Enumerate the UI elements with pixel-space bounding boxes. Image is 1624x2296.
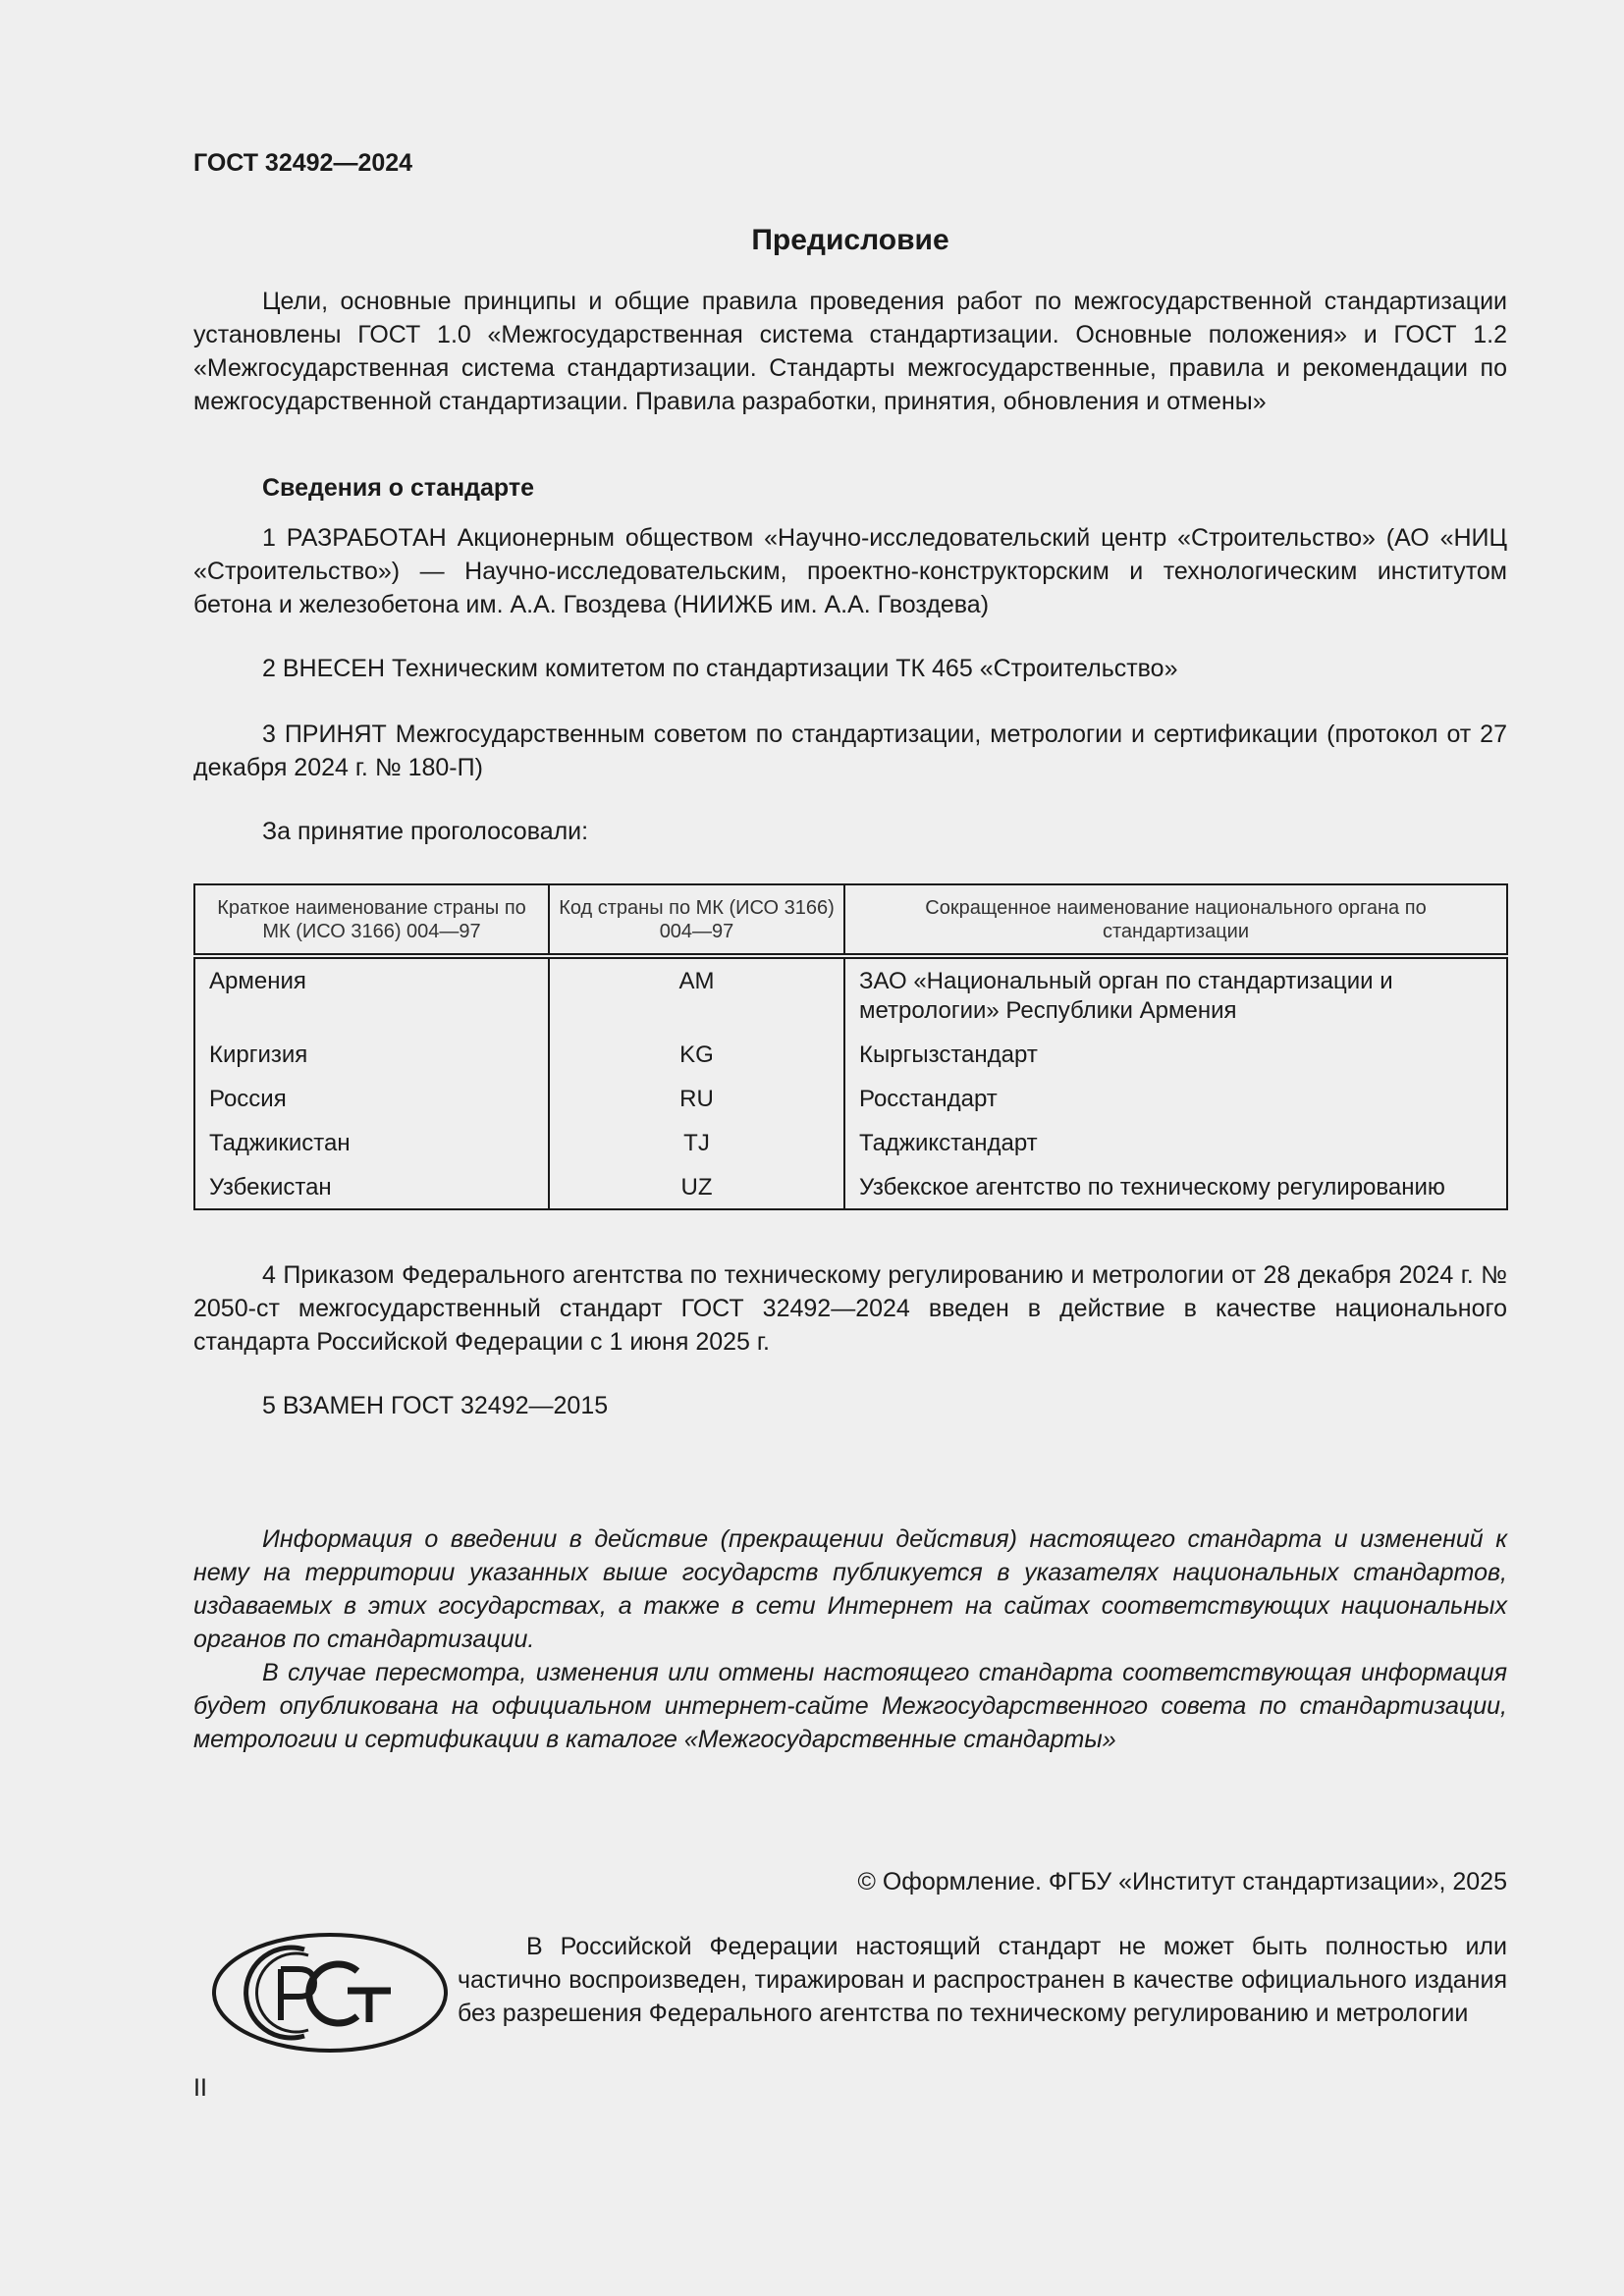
page-number: II (193, 2074, 207, 2102)
rst-certification-mark-icon (210, 1930, 450, 2056)
notice-paragraph-1: Информация о введении в действие (прекращении действия) настоящего стандарта и изменений к нему на территории указанных выше государств публикуется в указателях национальных стандартов, издаваемых в этих государствах, а также в сети Интернет на сайтах соответствующих национальных органов по стандартизации. (193, 1525, 1507, 1653)
cell-country: Узбекистан (194, 1173, 549, 1209)
cell-country: Армения (194, 956, 549, 1041)
cell-country: Киргизия (194, 1041, 549, 1085)
voting-table (193, 883, 1508, 1210)
item-replaces: 5 ВЗАМЕН ГОСТ 32492—2015 (262, 1392, 609, 1419)
intro-paragraph: Цели, основные принципы и общие правила проведения работ по межгосударственной стандартизации установлены ГОСТ 1.0 «Межгосударственная система стандартизации. Основные положения» и ГОСТ 1.2 «Межгосударственная система стандартизации. Стандарты межгосударственные, правила и рекомендации по межгосударственной стандартизации. Правила разработки, принятия, обновления и отмены» (193, 288, 1507, 415)
cell-code: AM (549, 956, 844, 1041)
column-header-body: Сокращенное наименование национального органа по стандартизации (844, 884, 1507, 956)
cell-code: KG (549, 1041, 844, 1085)
notice-paragraph-2: В случае пересмотра, изменения или отмены настоящего стандарта соответствующая информация будет опубликована на официальном интернет-сайте Межгосударственного совета по стандартизации, метрологии и сертификации в каталоге «Межгосударственные стандарты» (193, 1659, 1507, 1753)
item-order: 4 Приказом Федерального агентства по техническому регулированию и метрологии от 28 декабря 2024 г. № 2050-ст межгосударственный стандарт ГОСТ 32492—2024 введен в действие в качестве национального стандарта Российской Федерации с 1 июня 2025 г. (193, 1261, 1507, 1356)
table-header-row (194, 884, 1507, 956)
table-row (194, 1129, 1507, 1173)
cell-code: TJ (549, 1129, 844, 1173)
cell-body: Кыргызстандарт (844, 1041, 1507, 1085)
table-row (194, 1173, 1507, 1209)
notice-block (193, 1522, 1507, 1756)
table-row (194, 1041, 1507, 1085)
cell-body: Таджикстандарт (844, 1129, 1507, 1173)
document-code: ГОСТ 32492—2024 (193, 149, 413, 177)
copyright-line: © Оформление. ФГБУ «Институт стандартизации», 2025 (857, 1868, 1507, 1896)
page-title: Предисловие (751, 224, 949, 256)
item-introduced: 2 ВНЕСЕН Техническим комитетом по стандартизации ТК 465 «Строительство» (262, 655, 1178, 682)
cell-body: Узбекское агентство по техническому регулированию (844, 1173, 1507, 1209)
column-header-code: Код страны по МК (ИСО 3166) 004—97 (549, 884, 844, 956)
cell-body: ЗАО «Национальный орган по стандартизации и метрологии» Республики Армения (844, 956, 1507, 1041)
cell-code: UZ (549, 1173, 844, 1209)
table-row (194, 956, 1507, 1041)
rights-notice: В Российской Федерации настоящий стандарт не может быть полностью или частично воспроизведен, тиражирован и распространен в качестве официального издания без разрешения Федерального агентства по техническому регулированию и метрологии (458, 1933, 1507, 2027)
info-heading: Сведения о стандарте (262, 474, 535, 502)
cell-country: Россия (194, 1085, 549, 1129)
column-header-country: Краткое наименование страны по МК (ИСО 3166) 004—97 (194, 884, 549, 956)
cell-code: RU (549, 1085, 844, 1129)
item-adopted: 3 ПРИНЯТ Межгосударственным советом по стандартизации, метрологии и сертификации (протокол от 27 декабря 2024 г. № 180-П) (193, 721, 1507, 781)
cell-country: Таджикистан (194, 1129, 549, 1173)
cell-body: Росстандарт (844, 1085, 1507, 1129)
item-developed: 1 РАЗРАБОТАН Акционерным обществом «Научно-исследовательский центр «Строительство» (АО «НИЦ «Строительство») — Научно-исследовательским, проектно-конструкторским и технологическим институтом бетона и железобетона им. А.А. Гвоздева (НИИЖБ им. А.А. Гвоздева) (193, 524, 1507, 618)
table-row (194, 1085, 1507, 1129)
item-voted: За принятие проголосовали: (262, 818, 589, 845)
